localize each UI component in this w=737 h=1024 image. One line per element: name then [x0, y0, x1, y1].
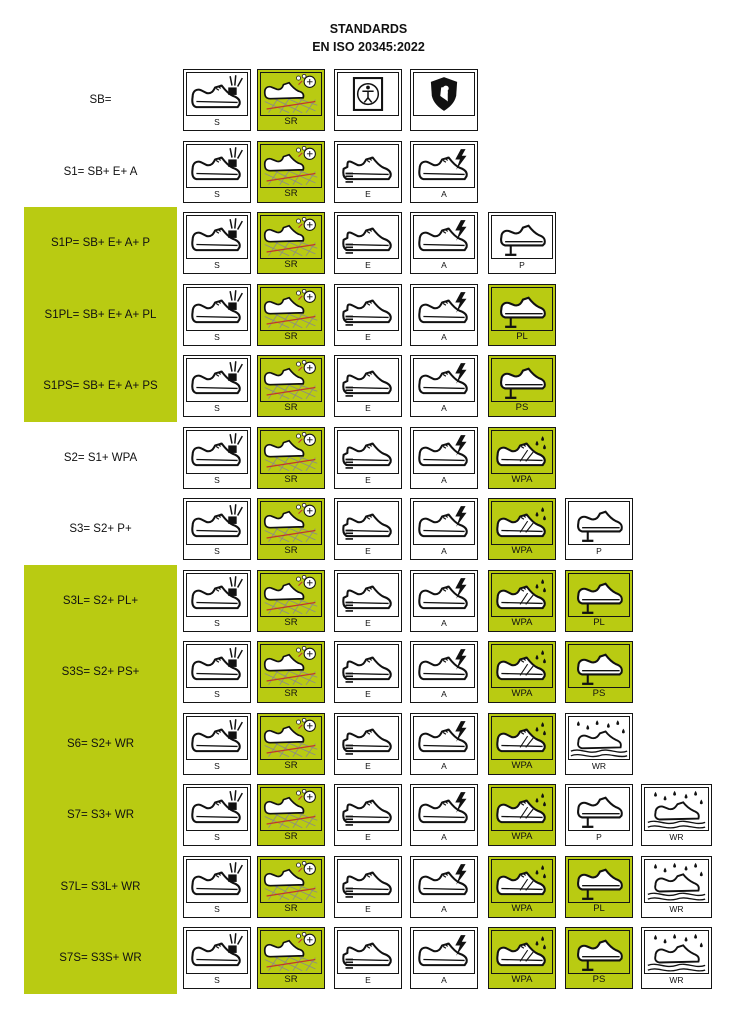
symbol-code: A — [441, 760, 447, 771]
symbol-tile — [565, 713, 633, 775]
shoe-energy-icon — [337, 430, 399, 474]
symbol-code: E — [365, 331, 371, 342]
row-label: S1PS= SB+ E+ A+ PS — [43, 380, 158, 392]
shoe-puncture-icon — [491, 358, 553, 402]
shoe-slip-icon — [260, 215, 322, 259]
shoe-antistatic-icon — [413, 573, 475, 617]
symbol-code: P — [596, 832, 602, 842]
row-label: S1= SB+ E+ A — [63, 165, 138, 178]
symbol-tile — [410, 641, 478, 703]
symbol-code: SR — [284, 616, 298, 628]
symbol-code: WR — [669, 975, 684, 985]
shoe-slip-icon — [260, 144, 322, 188]
shoe-water-icon — [491, 573, 553, 617]
symbol-code: SR — [284, 402, 298, 413]
shoe-energy-icon — [337, 215, 399, 259]
symbol-code: S — [214, 832, 220, 842]
symbol-code: A — [441, 188, 447, 199]
shoe-antistatic-icon — [413, 430, 475, 474]
shoe-antistatic-icon — [413, 644, 475, 688]
symbol-tile — [410, 355, 478, 417]
symbol-code: E — [365, 403, 371, 413]
symbol-code: A — [441, 331, 447, 342]
symbol-code: A — [441, 474, 447, 485]
shoe-energy-icon — [337, 716, 399, 760]
symbol-tile — [183, 641, 251, 703]
shoe-water-icon — [491, 859, 553, 903]
shoe-water-resistant-icon — [644, 859, 709, 903]
symbol-tile — [183, 355, 251, 417]
shoe-impact-icon — [186, 573, 248, 617]
shoe-antistatic-icon — [413, 144, 475, 188]
symbol-code: S — [214, 975, 220, 985]
shoe-antistatic-icon — [413, 215, 475, 259]
symbol-code: A — [441, 975, 447, 985]
shoe-slip-icon — [260, 501, 322, 545]
symbol-tile — [488, 641, 556, 703]
symbol-tile — [641, 856, 712, 918]
symbol-code: SR — [284, 545, 298, 556]
shoe-puncture-icon — [568, 501, 630, 545]
symbol-code: WR — [669, 832, 684, 842]
symbol-tile — [257, 784, 325, 846]
symbol-code: WPA — [511, 831, 533, 842]
symbol-code: PS — [515, 402, 529, 413]
symbol-tile — [334, 69, 402, 131]
page-title — [0, 20, 737, 56]
symbol-tile — [410, 713, 478, 775]
shoe-puncture-icon — [568, 859, 630, 903]
shoe-impact-icon — [186, 644, 248, 688]
shoe-antistatic-icon — [413, 501, 475, 545]
symbol-code: A — [441, 903, 447, 914]
symbol-code: WPA — [511, 974, 533, 985]
symbol-code: S — [214, 260, 220, 270]
symbol-tile — [410, 570, 478, 632]
symbol-tile — [488, 427, 556, 489]
symbol-tile — [410, 784, 478, 846]
shoe-water-icon — [491, 930, 553, 974]
symbol-tile — [183, 427, 251, 489]
symbol-code: SR — [284, 974, 298, 985]
symbol-code: SR — [284, 902, 298, 914]
row-label: S3S= S2+ PS+ — [61, 666, 140, 678]
shoe-puncture-icon — [491, 215, 553, 259]
row-label: S7= S3+ WR — [66, 809, 135, 821]
symbol-tile — [334, 784, 402, 846]
shoe-water-icon — [491, 787, 553, 831]
shoe-antistatic-icon — [413, 716, 475, 760]
symbol-code: S — [214, 689, 220, 699]
shoe-water-icon — [491, 501, 553, 545]
symbol-tile — [565, 784, 633, 846]
shoe-water-icon — [491, 644, 553, 688]
shoe-slip-icon — [260, 787, 322, 831]
symbol-tile — [257, 355, 325, 417]
shoe-impact-icon — [186, 358, 248, 402]
symbol-tile — [334, 427, 402, 489]
symbol-code: SR — [284, 187, 298, 199]
row-label: SB= — [89, 94, 112, 106]
symbol-code: WPA — [511, 902, 533, 914]
symbol-code: WPA — [511, 545, 533, 556]
symbol-tile — [410, 69, 478, 131]
symbol-code: S — [214, 760, 220, 771]
symbol-tile — [183, 141, 251, 203]
shoe-water-resistant-icon — [644, 787, 709, 831]
symbol-code: S — [214, 117, 220, 127]
symbol-tile — [257, 212, 325, 274]
shoe-slip-icon — [260, 358, 322, 402]
symbol-tile — [410, 141, 478, 203]
row-label: S7S= S3S+ WR — [59, 952, 142, 964]
symbol-code: WPA — [511, 616, 533, 628]
shoe-water-icon — [491, 716, 553, 760]
shoe-slip-icon — [260, 716, 322, 760]
shoe-energy-icon — [337, 287, 399, 331]
shoe-antistatic-icon — [413, 787, 475, 831]
symbol-tile — [565, 641, 633, 703]
title-line-1: STANDARDS — [329, 22, 408, 36]
symbol-code: A — [441, 617, 447, 628]
shield-icon — [413, 72, 475, 116]
shoe-slip-icon — [260, 430, 322, 474]
symbol-code: SR — [284, 473, 298, 485]
symbol-code: PL — [516, 330, 528, 342]
symbol-code: S — [214, 188, 220, 199]
symbol-code: SR — [284, 688, 298, 699]
symbol-tile — [334, 570, 402, 632]
symbol-code: E — [365, 903, 371, 914]
symbol-code: A — [441, 832, 447, 842]
shoe-puncture-icon — [568, 644, 630, 688]
symbol-tile — [410, 427, 478, 489]
symbol-tile — [488, 284, 556, 346]
symbol-tile — [410, 856, 478, 918]
symbol-code: E — [365, 260, 371, 270]
symbol-tile — [641, 784, 712, 846]
symbol-tile — [183, 784, 251, 846]
shoe-impact-icon — [186, 501, 248, 545]
symbol-tile — [183, 212, 251, 274]
shoe-impact-icon — [186, 287, 248, 331]
shoe-puncture-icon — [568, 930, 630, 974]
symbol-code: E — [365, 474, 371, 485]
symbol-tile — [410, 927, 478, 989]
shoe-antistatic-icon — [413, 287, 475, 331]
shoe-impact-icon — [186, 215, 248, 259]
symbol-tile — [257, 498, 325, 560]
symbol-tile — [334, 641, 402, 703]
symbol-code: WPA — [511, 473, 533, 485]
row-label: S6= S2+ WR — [66, 737, 135, 750]
shoe-impact-icon — [186, 716, 248, 760]
shoe-antistatic-icon — [413, 930, 475, 974]
symbol-tile — [183, 570, 251, 632]
symbol-tile — [257, 713, 325, 775]
shoe-energy-icon — [337, 144, 399, 188]
shoe-impact-icon — [186, 930, 248, 974]
symbol-code: PL — [593, 616, 605, 628]
symbol-tile — [183, 856, 251, 918]
title-line-2: EN ISO 20345:2022 — [312, 40, 425, 54]
shoe-antistatic-icon — [413, 859, 475, 903]
symbol-code: E — [365, 760, 371, 771]
symbol-code: E — [365, 546, 371, 556]
symbol-tile — [488, 498, 556, 560]
symbol-code: A — [441, 546, 447, 556]
symbol-code: PS — [592, 974, 606, 985]
symbol-code: SR — [284, 330, 298, 342]
shoe-impact-icon — [186, 787, 248, 831]
symbol-tile — [488, 713, 556, 775]
symbol-tile — [257, 69, 325, 131]
symbol-tile — [410, 212, 478, 274]
symbol-code: S — [214, 403, 220, 413]
shoe-impact-icon — [186, 72, 248, 116]
symbol-code: E — [365, 975, 371, 985]
symbol-code: WR — [669, 903, 684, 914]
row-label: S3L= S2+ PL+ — [62, 594, 139, 607]
symbol-code: SR — [284, 259, 298, 270]
shoe-energy-icon — [337, 644, 399, 688]
symbol-tile — [257, 570, 325, 632]
symbol-tile — [565, 570, 633, 632]
symbol-code: SR — [284, 116, 298, 127]
shoe-water-resistant-icon — [644, 930, 709, 974]
shoe-impact-icon — [186, 430, 248, 474]
symbol-tile — [257, 856, 325, 918]
symbol-code: PS — [592, 688, 606, 699]
symbol-code: A — [441, 260, 447, 270]
shoe-slip-icon — [260, 859, 322, 903]
symbol-code: E — [365, 617, 371, 628]
shoe-slip-icon — [260, 644, 322, 688]
symbol-code: SR — [284, 759, 298, 771]
symbol-tile — [488, 212, 556, 274]
shoe-water-icon — [491, 430, 553, 474]
symbol-code: S — [214, 903, 220, 914]
symbol-code — [338, 116, 398, 128]
symbol-code: E — [365, 832, 371, 842]
symbol-tile — [183, 284, 251, 346]
symbol-tile — [488, 784, 556, 846]
shoe-puncture-icon — [568, 573, 630, 617]
symbol-tile — [334, 927, 402, 989]
symbol-tile — [183, 498, 251, 560]
symbol-tile — [257, 427, 325, 489]
shoe-energy-icon — [337, 859, 399, 903]
symbol-tile — [641, 927, 712, 989]
shoe-puncture-icon — [491, 287, 553, 331]
symbol-tile — [334, 713, 402, 775]
shoe-impact-icon — [186, 144, 248, 188]
row-label: S7L= S3L+ WR — [60, 880, 141, 893]
symbol-tile — [334, 141, 402, 203]
row-label: S3= S2+ P+ — [69, 523, 132, 535]
symbol-tile — [183, 69, 251, 131]
symbol-tile — [565, 498, 633, 560]
row-label: S2= S1+ WPA — [63, 451, 138, 464]
symbol-tile — [257, 141, 325, 203]
shoe-slip-icon — [260, 930, 322, 974]
symbol-code: WR — [591, 760, 607, 771]
symbol-tile — [334, 856, 402, 918]
symbol-code: PL — [593, 902, 605, 914]
symbol-tile — [257, 927, 325, 989]
symbol-tile — [488, 570, 556, 632]
symbol-code: WPA — [511, 759, 533, 771]
shoe-energy-icon — [337, 930, 399, 974]
shoe-slip-icon — [260, 72, 322, 116]
symbol-code: P — [596, 546, 602, 556]
symbol-tile — [334, 212, 402, 274]
row-label: S1PL= SB+ E+ A+ PL — [44, 308, 157, 321]
symbol-tile — [334, 498, 402, 560]
symbol-code: E — [365, 689, 371, 699]
symbol-tile — [410, 284, 478, 346]
shoe-impact-icon — [186, 859, 248, 903]
row-label: S1P= SB+ E+ A+ P — [50, 237, 151, 249]
symbol-tile — [334, 355, 402, 417]
shoe-antistatic-icon — [413, 358, 475, 402]
symbol-code: P — [519, 260, 525, 270]
symbol-tile — [410, 498, 478, 560]
shoe-energy-icon — [337, 787, 399, 831]
symbol-code: SR — [284, 831, 298, 842]
symbol-tile — [565, 856, 633, 918]
symbol-code: WPA — [511, 688, 533, 699]
symbol-code: E — [365, 188, 371, 199]
symbol-tile — [488, 355, 556, 417]
shoe-energy-icon — [337, 358, 399, 402]
symbol-code: S — [214, 331, 220, 342]
symbol-code: S — [214, 546, 220, 556]
shoe-energy-icon — [337, 573, 399, 617]
symbol-code: S — [214, 617, 220, 628]
symbol-code: A — [441, 403, 447, 413]
symbol-tile — [334, 284, 402, 346]
symbol-code: S — [214, 474, 220, 485]
symbol-tile — [257, 284, 325, 346]
symbol-code — [414, 116, 474, 128]
symbol-tile — [565, 927, 633, 989]
symbol-tile — [183, 713, 251, 775]
person-hazard-icon — [337, 72, 399, 116]
symbol-tile — [183, 927, 251, 989]
shoe-slip-icon — [260, 287, 322, 331]
shoe-water-resistant-icon — [568, 716, 630, 760]
shoe-energy-icon — [337, 501, 399, 545]
symbol-tile — [257, 641, 325, 703]
shoe-puncture-icon — [568, 787, 630, 831]
shoe-slip-icon — [260, 573, 322, 617]
symbol-tile — [488, 927, 556, 989]
symbol-code: A — [441, 689, 447, 699]
symbol-tile — [488, 856, 556, 918]
